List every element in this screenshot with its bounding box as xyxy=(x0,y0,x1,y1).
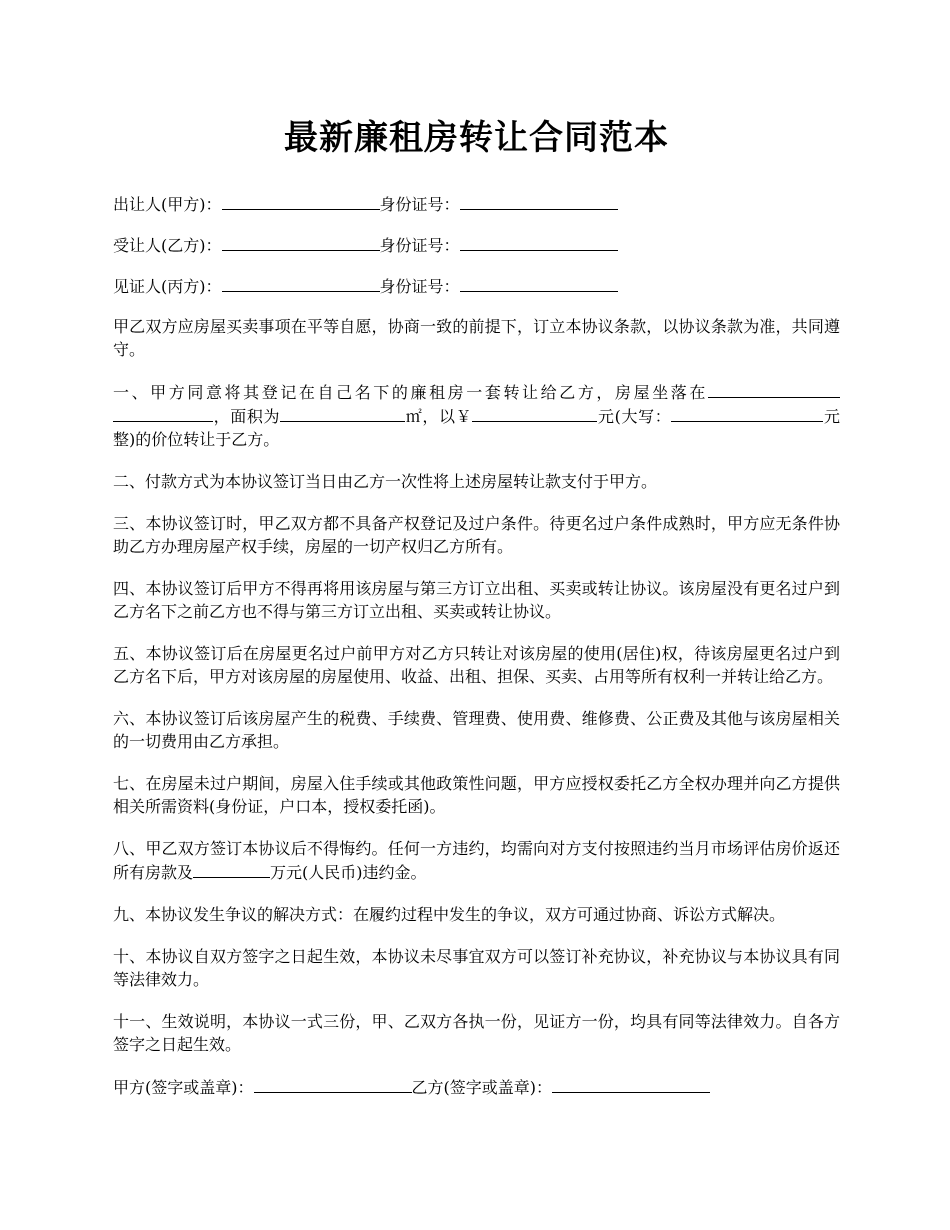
clause-1-text-a: 一、甲方同意将其登记在自己名下的廉租房一套转让给乙方，房屋坐落在 xyxy=(113,383,708,402)
clause-6: 六、本协议签订后该房屋产生的税费、手续费、管理费、使用费、维修费、公正费及其他与该房屋相关的一切费用由乙方承担。 xyxy=(113,709,840,751)
clause-11: 十一、生效说明，本协议一式三份，甲、乙双方各执一份，见证方一份，均具有同等法律效力。自各方签字之日起生效。 xyxy=(113,1012,840,1054)
signature-line xyxy=(113,1075,840,1099)
party-line-seller xyxy=(113,192,840,216)
clause-1-text-b: ，面积为 xyxy=(213,407,281,426)
seller-id-label: 身份证号： xyxy=(379,195,460,214)
price-words-blank[interactable] xyxy=(671,404,771,422)
party-line-witness xyxy=(113,274,840,298)
clause-7: 七、在房屋未过户期间，房屋入住手续或其他政策性问题，甲方应授权委托乙方全权办理并向乙方提供相关所需资料(身份证，户口本，授权委托函)。 xyxy=(113,774,840,816)
clause-1-text-c: ㎡，以￥ xyxy=(405,407,473,426)
clause-1-text-d: 元(大写： xyxy=(597,407,672,426)
witness-label: 见证人(丙方)： xyxy=(113,277,222,296)
clause-1-text-e: 元整)的价位转让于乙方。 xyxy=(113,407,840,449)
address-blank[interactable] xyxy=(708,380,840,398)
clause-2: 二、付款方式为本协议签订当日由乙方一次性将上述房屋转让款支付于甲方。 xyxy=(113,472,658,491)
party-b-signature-blank[interactable] xyxy=(552,1075,710,1093)
buyer-id-label: 身份证号： xyxy=(379,236,460,255)
intro-paragraph: 甲乙双方应房屋买卖事项在平等自愿，协商一致的前提下，订立本协议条款，以协议条款为准，共同遵守。 xyxy=(113,317,840,359)
clause-4: 四、本协议签订后甲方不得再将用该房屋与第三方订立出租、买卖或转让协议。该房屋没有更名过户到乙方名下之前乙方也不得与第三方订立出租、买卖或转让协议。 xyxy=(113,579,840,621)
party-a-signature-label: 甲方(签字或盖章)： xyxy=(113,1078,254,1097)
clause-5: 五、本协议签订后在房屋更名过户前甲方对乙方只转让对该房屋的使用(居住)权，待该房屋更名过户到乙方名下后，甲方对该房屋的房屋使用、收益、出租、担保、买卖、占用等所有权利一并转让给乙方。 xyxy=(113,644,840,686)
witness-id-blank[interactable] xyxy=(460,274,618,292)
price-words-blank-cont[interactable] xyxy=(771,404,823,422)
buyer-id-blank[interactable] xyxy=(460,233,618,251)
party-b-signature-label: 乙方(签字或盖章)： xyxy=(411,1078,552,1097)
clause-3: 三、本协议签订时，甲乙双方都不具备产权登记及过户条件。待更名过户条件成熟时，甲方应无条件协助乙方办理房屋产权手续，房屋的一切产权归乙方所有。 xyxy=(113,514,840,556)
clause-8-text-a: 八、甲乙双方签订本协议后不得悔约。任何一方违约，均需向对方支付按照违约当月市场评估房价返还所有房款及 xyxy=(113,839,840,882)
clause-8-text-b: 万元(人民币)违约金。 xyxy=(270,863,427,882)
buyer-name-blank[interactable] xyxy=(222,233,380,251)
seller-id-blank[interactable] xyxy=(460,192,618,210)
seller-label: 出让人(甲方)： xyxy=(113,195,222,214)
area-blank[interactable] xyxy=(280,404,405,422)
address-blank-cont[interactable] xyxy=(113,404,213,422)
document-title: 最新廉租房转让合同范本 xyxy=(284,118,669,158)
party-line-buyer xyxy=(113,233,840,257)
buyer-label: 受让人(乙方)： xyxy=(113,236,222,255)
clause-10: 十、本协议自双方签字之日起生效，本协议未尽事宜双方可以签订补充协议，补充协议与本协议具有同等法律效力。 xyxy=(113,947,840,989)
clause-1 xyxy=(113,380,840,451)
witness-id-label: 身份证号： xyxy=(379,277,460,296)
penalty-blank[interactable] xyxy=(193,860,270,878)
clause-8 xyxy=(113,837,840,884)
witness-name-blank[interactable] xyxy=(222,274,380,292)
party-a-signature-blank[interactable] xyxy=(254,1075,412,1093)
price-blank[interactable] xyxy=(472,404,597,422)
seller-name-blank[interactable] xyxy=(222,192,380,210)
clause-9: 九、本协议发生争议的解决方式：在履约过程中发生的争议，双方可通过协商、诉讼方式解决。 xyxy=(113,905,786,924)
